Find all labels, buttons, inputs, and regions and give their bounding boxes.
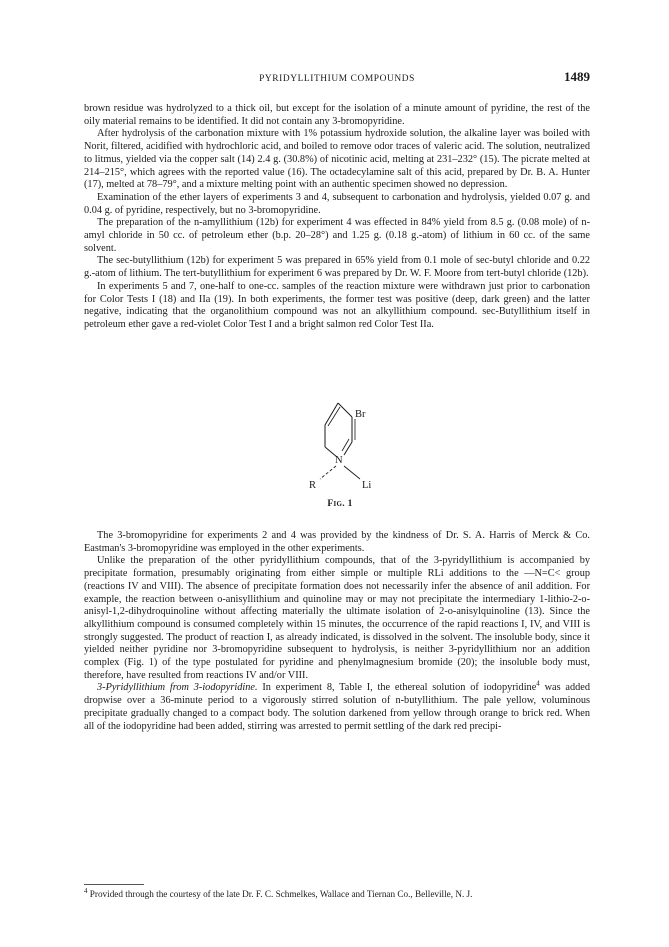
paragraph-iodopyridine [84, 682, 590, 733]
atom-label-br: Br [355, 409, 366, 420]
subsection-text-start: In experiment 8, Table I, the ethereal solution of iodopyridine [262, 682, 537, 694]
footnote-reference: 4 [536, 680, 540, 689]
footnote-text: Provided through the courtesy of the late Dr. F. C. Schmelkes, Wallace and Tiernan Co., Belleville, N. J. [87, 889, 473, 899]
figure-caption: Fig. 1 [327, 499, 353, 509]
body-text-upper [84, 103, 590, 332]
footnote-divider [84, 884, 144, 885]
paragraph-hydrolysis: After hydrolysis of the carbonation mixture with 1% potassium hydroxide solution, the alkaline layer was boiled with Norit, filtered, acidified with hydrochloric acid, and boiled to remove odor traces of valeric acid. The solution, neutralized to litmus, yielded via the copper salt (14) 2.4 g. (30.8%) of nicotinic acid, melting at 231–232° (15). The picrate melted at 214–215°, which agrees with the reported value (16). The octadecylamine salt of this acid, prepared by Dr. B. A. Hunter (17), melted at 78–79°, and a mixture melting point with an authentic specimen showed no depression. [84, 128, 590, 191]
atom-label-r: R [309, 480, 317, 491]
paragraph-precipitate: Unlike the preparation of the other pyridyllithium compounds, that of the 3-pyridyllithium is accompanied by precipitate formation, presumably originating from either simple or multiple RLi additions to the —N=C< group (reactions IV and VIII). The absence of precipitate formation does not necessarily infer the absence of anil addition. For example, the reaction between o-anisyllithium and quinoline may or may not precipitate the intermediary 1-lithio-2-o-anisyl-1,2-dihydroquinoline without affecting materially the ultimate isolation of 2-o-anisylquinoline (13). Since the alkyllithium compound is consumed completely within 15 minutes, the occurrence of the rapid reactions I, IV, and VIII is strongly suggested. The product of reaction I, as already indicated, is dissolved in the solvent. The insoluble body, since it yielded neither pyridine nor 3-bromopyridine subsequent to hydrolysis, is neither 3-pyridyllithium nor an addition complex (Fig. 1) of the type postulated for pyridine and phenylmagnesium bromide (20); the insoluble body must, therefore, have resulted from reactions IV and/or VIII. [84, 555, 590, 681]
paragraph-amyllithium: The preparation of the n-amyllithium (12b) for experiment 4 was effected in 84% yield from 8.5 g. (0.08 mole) of n-amyl chloride in 50 cc. of petroleum ether (b.p. 20–28°) and 1.25 g. (0.18 g.-atom) of lithium in 60 cc. of the same solvent. [84, 217, 590, 254]
running-title: PYRIDYLLITHIUM COMPOUNDS [259, 74, 415, 84]
footnote [84, 886, 590, 901]
paragraph-butyllithium: The sec-butyllithium (12b) for experiment 5 was prepared in 65% yield from 0.1 mole of sec-butyl chloride and 0.22 g.-atom of lithium. The tert-butyllithium for experiment 6 was prepared by Dr. W. F. Moore from tert-butyl chloride (12b). [84, 255, 590, 280]
atom-label-n: N [335, 455, 343, 466]
paragraph-bromopyridine-source: The 3-bromopyridine for experiments 2 and 4 was provided by the kindness of Dr. S. A. Harris of Merck & Co. Eastman's 3-bromopyridine was employed in the other experiments. [84, 530, 590, 554]
page-number: 1489 [564, 69, 590, 84]
paragraph-color-tests: In experiments 5 and 7, one-half to one-cc. samples of the reaction mixture were withdrawn just prior to carbonation for Color Tests I (18) and IIa (19). In both experiments, the former test was positive (deep, dark green) and the latter negative, indicating that the organolithium compound was not an alkyllithium compound. sec-Butyllithium itself in petroleum ether gave a red-violet Color Test I and a bright salmon red Color Test IIa. [84, 280, 590, 330]
subsection-heading: 3-Pyridyllithium from 3-iodopyridine. [97, 682, 258, 694]
pyridine-complex-structure [270, 395, 410, 495]
figure-1 [270, 395, 410, 525]
body-text-lower [84, 530, 590, 733]
paragraph-ether-layers: Examination of the ether layers of experiments 3 and 4, subsequent to carbonation and hydrolysis, yielded 0.07 g. and 0.04 g. of pyridine, respectively, but no 3-bromopyridine. [84, 191, 590, 216]
atom-label-li: Li [362, 480, 372, 491]
paragraph-continued: brown residue was hydrolyzed to a thick oil, but except for the isolation of a minute amount of pyridine, the rest of the oily material remains to be identified. It did not contain any 3-bromopyridine. [84, 103, 590, 127]
page-header [84, 71, 590, 87]
footnote-mark: 4 [84, 886, 88, 895]
subsection-text-end: was added dropwise over a 36-minute period to a vigorously stirred solution of n-butyllithium. The pale yellow, voluminous precipitate gradually changed to a compact body. The solution darkened from yellow through orange to brick red. When all of the iodopyridine had been added, stirring was arrested to permit settling of the dark red precipi- [84, 682, 590, 732]
